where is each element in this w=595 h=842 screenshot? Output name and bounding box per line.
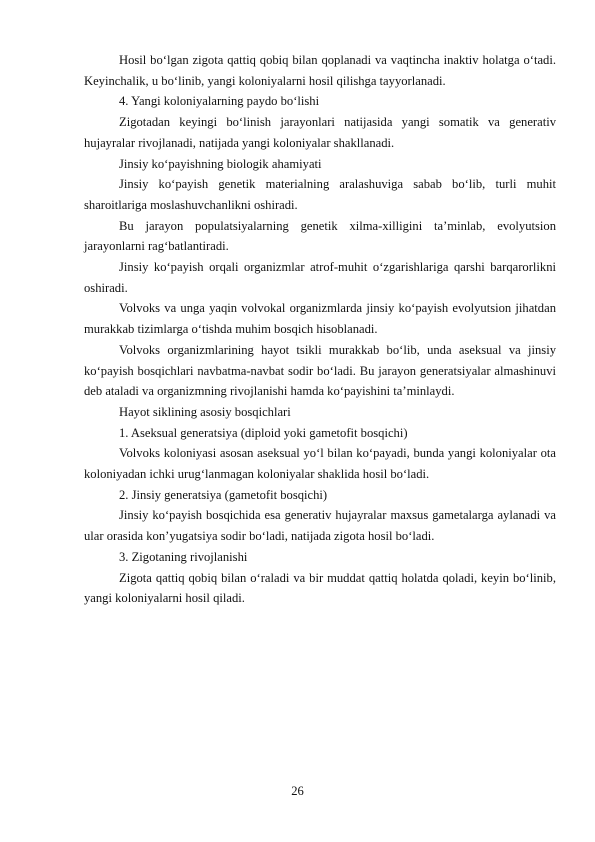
heading-jinsiy-generatsiya: 2. Jinsiy generatsiya (gametofit bosqichi) [119, 487, 328, 502]
heading-zigota-rivojlanishi: 3. Zigotaning rivojlanishi [119, 549, 248, 564]
paragraph-zigota-bolinish: Zigotadan keyingi bo‘linish jarayonlari natijasida yangi somatik va generativ hujayralar rivojlanadi, natijada yangi koloniyalar shakllanadi. [84, 115, 556, 150]
heading-yangi-koloniyalar: 4. Yangi koloniyalarning paydo bo‘lishi [119, 94, 320, 109]
heading-aseksual-generatsiya: 1. Aseksual generatsiya (diploid yoki gametofit bosqichi) [119, 425, 408, 440]
page-number: 26 [291, 784, 304, 798]
paragraph-zigota-qobiq: Hosil bo‘lgan zigota qattiq qobiq bilan qoplanadi va vaqtincha inaktiv holatga o‘tadi. Keyinchalik, u bo‘linib, yangi koloniyalarni hosil qilishga tayyorlanadi. [84, 53, 556, 88]
heading-hayot-sikli-bosqichlari: Hayot siklining asosiy bosqichlari [119, 404, 291, 419]
paragraph-xilma-xillik: Bu jarayon populatsiyalarning genetik xilma-xilligini ta’minlab, evolyutsion jarayonlarni rag‘batlantiradi. [84, 218, 556, 254]
paragraph-jinsiy-kopayish: Jinsiy ko‘payish bosqichida esa generativ hujayralar maxsus gametalarga aylanadi va ular orasida kon’yugatsiya sodir bo‘ladi, natijada zigota hosil bo‘ladi. [84, 508, 556, 544]
paragraph-genetik-aralashuv: Jinsiy ko‘payish genetik materialning aralashuviga sabab bo‘lib, turli muhit sharoitlariga moslashuvchanlikni oshiradi. [84, 177, 556, 212]
page-body [84, 50, 556, 609]
paragraph-zigota-rivojlanishi: Zigota qattiq qobiq bilan o‘raladi va bir muddat qattiq holatda qoladi, keyin bo‘linib, yangi koloniyalarni hosil qiladi. [84, 570, 556, 606]
paragraph-aseksual-kopayish: Volvoks koloniyasi asosan aseksual yo‘l bilan ko‘payadi, bunda yangi koloniyalar ota koloniyadan ichki urug‘lanmagan koloniyalar shaklida hosil bo‘ladi. [84, 446, 556, 482]
paragraph-barqarorlik: Jinsiy ko‘payish orqali organizmlar atrof-muhit o‘zgarishlariga qarshi barqarorlikni oshiradi. [84, 260, 556, 295]
paragraph-hayot-tsikli: Volvoks organizmlarining hayot tsikli murakkab bo‘lib, unda aseksual va jinsiy ko‘payish bosqichlari navbatma-navbat sodir bo‘ladi. Bu jarayon generatsiyalar almashinuvi deb ataladi va organizmning rivojlanishi hamda ko‘payishini ta’minlaydi. [84, 342, 556, 399]
heading-biologik-ahamiyat: Jinsiy ko‘payishning biologik ahamiyati [119, 156, 322, 171]
paragraph-volvokal-organizmlar: Volvoks va unga yaqin volvokal organizmlarda jinsiy ko‘payish evolyutsion jihatdan murakkab tizimlarga o‘tishda muhim bosqich hisoblanadi. [84, 301, 556, 337]
